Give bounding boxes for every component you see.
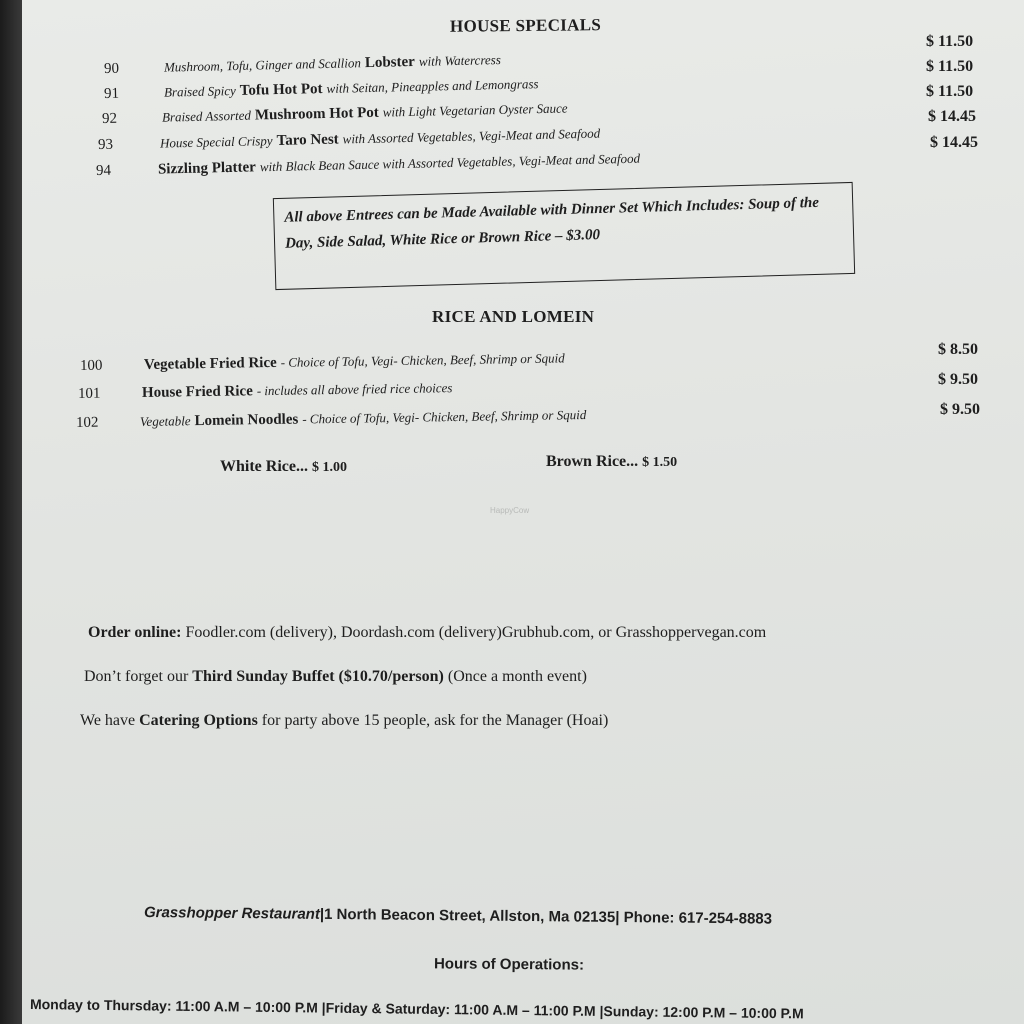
buffet-line bbox=[84, 668, 587, 686]
item-number: 102 bbox=[75, 414, 99, 431]
white-rice-price: $ 1.00 bbox=[311, 460, 347, 475]
footer-address-line bbox=[144, 904, 772, 928]
item-number: 100 bbox=[79, 357, 103, 374]
item-description: with Black Bean Sauce with Assorted Vegetables, Vegi-Meat and Seafood bbox=[259, 150, 641, 175]
item-name: Tofu Hot Pot bbox=[239, 81, 323, 99]
hours-title: Hours of Operations: bbox=[433, 955, 585, 974]
menu-item-row bbox=[78, 379, 453, 403]
order-online-sites: Foodler.com (delivery), Doordash.com (delivery)Grubhub.com, or Grasshoppervegan.com bbox=[181, 624, 767, 641]
menu-item-row bbox=[104, 51, 501, 78]
item-prefix: Mushroom, Tofu, Ginger and Scallion bbox=[163, 55, 362, 75]
white-rice-label: White Rice... bbox=[220, 458, 308, 475]
item-description: - includes all above fried rice choices bbox=[256, 380, 453, 399]
item-name: Taro Nest bbox=[276, 131, 339, 149]
item-prefix: Braised Spicy bbox=[163, 83, 236, 100]
item-price: $ 14.45 bbox=[928, 108, 976, 125]
menu-item-row bbox=[98, 125, 601, 154]
item-price: $ 8.50 bbox=[938, 341, 978, 358]
menu-item-row bbox=[102, 99, 568, 128]
item-name: House Fried Rice bbox=[141, 383, 253, 401]
menu-item-row bbox=[76, 406, 587, 432]
buffet-name: Third Sunday Buffet ($10.70/person) bbox=[192, 668, 444, 685]
item-price: $ 9.50 bbox=[938, 371, 978, 388]
menu-item-row bbox=[80, 349, 565, 375]
item-description: with Watercress bbox=[418, 51, 501, 69]
catering-prefix: We have bbox=[80, 712, 140, 729]
brown-rice-side bbox=[546, 453, 677, 471]
brown-rice-label: Brown Rice... bbox=[546, 453, 639, 470]
item-description: - Choice of Tofu, Vegi- Chicken, Beef, Shrimp or Squid bbox=[302, 406, 587, 427]
item-prefix: House Special Crispy bbox=[159, 133, 273, 151]
buffet-suffix: (Once a month event) bbox=[443, 668, 587, 685]
menu-item-row bbox=[96, 150, 640, 180]
item-description: with Seitan, Pineapples and Lemongrass bbox=[326, 76, 539, 96]
house-specials-heading: HOUSE SPECIALS bbox=[449, 15, 602, 36]
item-name: Sizzling Platter bbox=[157, 159, 257, 178]
dinner-set-note-box bbox=[273, 182, 855, 290]
item-number: 101 bbox=[77, 385, 101, 402]
item-number: 91 bbox=[103, 85, 120, 102]
item-price: $ 9.50 bbox=[940, 401, 980, 418]
item-number: 93 bbox=[97, 136, 114, 153]
item-description: with Assorted Vegetables, Vegi-Meat and Seafood bbox=[342, 125, 601, 147]
menu-binding-edge bbox=[0, 0, 22, 1024]
item-name: Vegetable Fried Rice bbox=[143, 354, 277, 373]
menu-page bbox=[22, 0, 1024, 1024]
menu-item-row bbox=[104, 75, 539, 103]
white-rice-side bbox=[220, 458, 347, 476]
catering-name: Catering Options bbox=[139, 712, 258, 729]
rice-lomein-heading: RICE AND LOMEIN bbox=[432, 307, 595, 326]
catering-suffix: for party above 15 people, ask for the Manager (Hoai) bbox=[257, 712, 609, 729]
restaurant-name: Grasshopper Restaurant bbox=[143, 904, 320, 923]
item-prefix: Vegetable bbox=[139, 413, 191, 429]
happycow-watermark: HappyCow bbox=[490, 506, 530, 515]
order-online-line bbox=[88, 624, 766, 642]
item-number: 90 bbox=[103, 60, 120, 77]
dinner-set-note: All above Entrees can be Made Available with Dinner Set Which Includes: Soup of the Day, Side Salad, White Rice or Brown Rice – $3.00 bbox=[284, 194, 820, 252]
item-number: 94 bbox=[95, 162, 112, 179]
item-description: - Choice of Tofu, Vegi- Chicken, Beef, Shrimp or Squid bbox=[280, 350, 565, 370]
item-prefix: Braised Assorted bbox=[161, 107, 252, 125]
house-specials-top-price: $ 11.50 bbox=[926, 33, 974, 50]
order-online-label: Order online: bbox=[88, 624, 182, 641]
item-price: $ 11.50 bbox=[926, 58, 974, 75]
item-name: Lomein Noodles bbox=[194, 411, 299, 430]
restaurant-address-phone: |1 North Beacon Street, Allston, Ma 02135| Phone: 617-254-8883 bbox=[319, 905, 773, 928]
item-price: $ 11.50 bbox=[926, 83, 974, 100]
item-name: Lobster bbox=[364, 53, 416, 72]
item-price: $ 14.45 bbox=[930, 134, 978, 151]
catering-line bbox=[80, 712, 608, 730]
brown-rice-price: $ 1.50 bbox=[642, 455, 678, 470]
item-number: 92 bbox=[101, 110, 118, 127]
item-description: with Light Vegetarian Oyster Sauce bbox=[382, 100, 568, 120]
item-name: Mushroom Hot Pot bbox=[254, 104, 379, 124]
buffet-prefix: Don’t forget our bbox=[84, 668, 193, 685]
hours-line: Monday to Thursday: 11:00 A.M – 10:00 P.M |Friday & Saturday: 11:00 A.M – 11:00 P.M |Sunday: 12:00 P.M – 10:00 P.M bbox=[29, 996, 804, 1022]
